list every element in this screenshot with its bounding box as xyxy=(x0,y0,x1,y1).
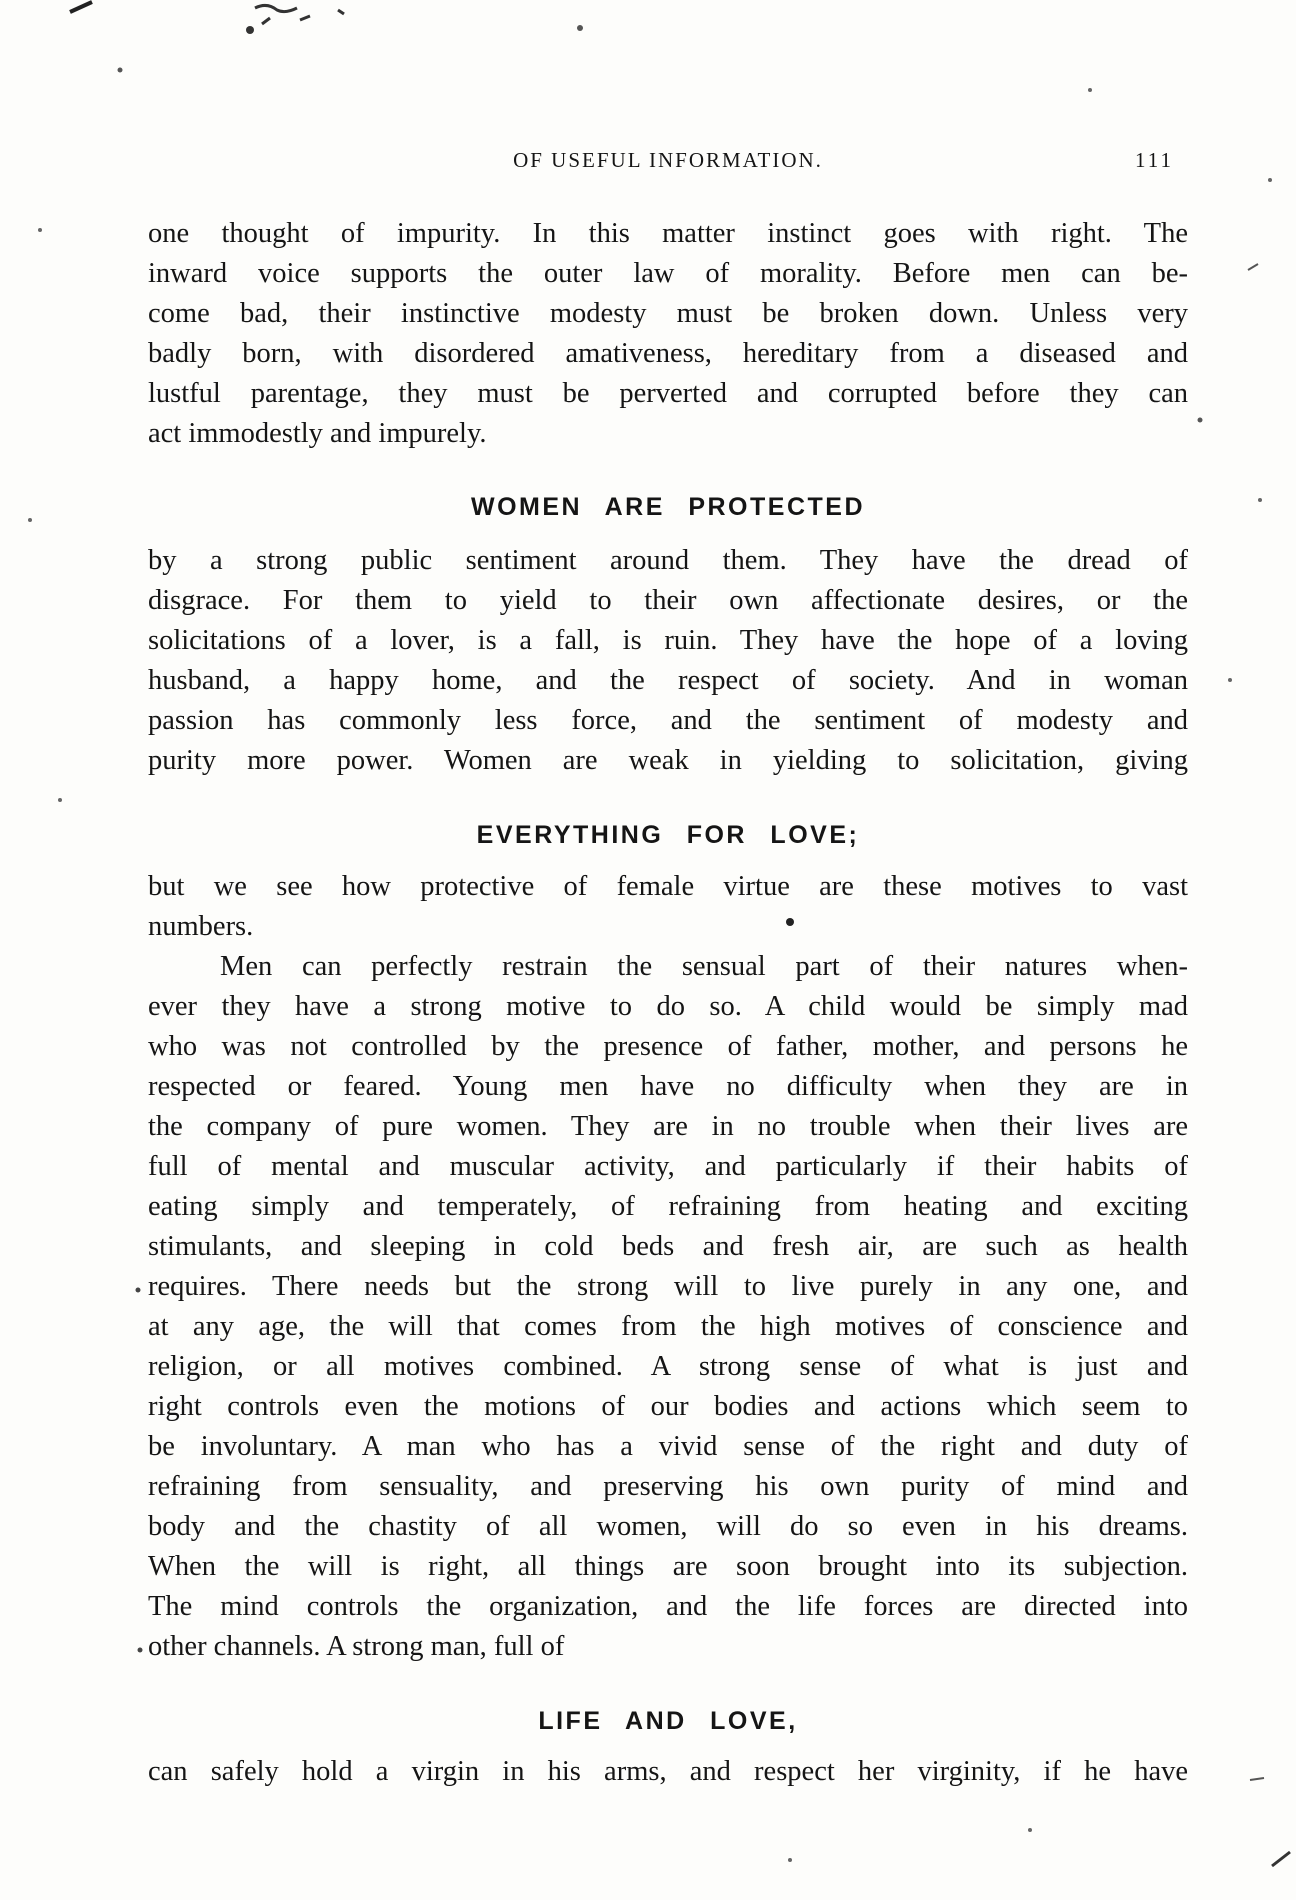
running-title: OF USEFUL INFORMATION. xyxy=(513,148,823,172)
section-heading: EVERYTHING FOR LOVE; xyxy=(476,821,860,849)
text-line: body and the chastity of all women, will do so even in his dreams. xyxy=(148,1511,1188,1542)
page-number: 111 xyxy=(1135,148,1174,172)
text-line: be involuntary. A man who has a vivid sense of the right and duty of xyxy=(148,1431,1188,1462)
text-line: by a strong public sentiment around them. They have the dread of xyxy=(148,545,1188,576)
text-line: husband, a happy home, and the respect of society. And in woman xyxy=(148,665,1188,696)
section-heading: LIFE AND LOVE, xyxy=(538,1707,798,1735)
text-line: Men can perfectly restrain the sensual part of their natures when- xyxy=(220,951,1188,982)
text-line: respected or feared. Young men have no difficulty when they are in xyxy=(148,1071,1188,1102)
text-line: full of mental and muscular activity, and particularly if their habits of xyxy=(148,1151,1188,1182)
text-line: lustful parentage, they must be perverted and corrupted before they can xyxy=(148,378,1188,409)
running-head xyxy=(148,148,1188,184)
text-line: solicitations of a lover, is a fall, is ruin. They have the hope of a loving xyxy=(148,625,1188,656)
text-line: religion, or all motives combined. A strong sense of what is just and xyxy=(148,1351,1188,1382)
text-line: inward voice supports the outer law of morality. Before men can be- xyxy=(148,258,1188,289)
text-line: ever they have a strong motive to do so. A child would be simply mad xyxy=(148,991,1188,1022)
text-line: right controls even the motions of our bodies and actions which seem to xyxy=(148,1391,1188,1422)
text-line: requires. There needs but the strong will to live purely in any one, and xyxy=(148,1271,1188,1302)
text-line: refraining from sensuality, and preserving his own purity of mind and xyxy=(148,1471,1188,1502)
text-line: disgrace. For them to yield to their own affectionate desires, or the xyxy=(148,585,1188,616)
text-line: The mind controls the organization, and the life forces are directed into xyxy=(148,1591,1188,1622)
text-line: When the will is right, all things are soon brought into its subjection. xyxy=(148,1551,1188,1582)
text-line: one thought of impurity. In this matter instinct goes with right. The xyxy=(148,218,1188,249)
text-line: come bad, their instinctive modesty must be broken down. Unless very xyxy=(148,298,1188,329)
text-line: the company of pure women. They are in no trouble when their lives are xyxy=(148,1111,1188,1142)
text-line: act immodestly and impurely. xyxy=(148,418,487,449)
section-heading: WOMEN ARE PROTECTED xyxy=(470,493,866,521)
text-line: who was not controlled by the presence of father, mother, and persons he xyxy=(148,1031,1188,1062)
text-line: at any age, the will that comes from the high motives of conscience and xyxy=(148,1311,1188,1342)
text-line: other channels. A strong man, full of xyxy=(148,1631,565,1662)
text-line: purity more power. Women are weak in yielding to solicitation, giving xyxy=(148,745,1188,776)
text-line: numbers. xyxy=(148,911,254,942)
text-line: stimulants, and sleeping in cold beds and fresh air, are such as health xyxy=(148,1231,1188,1262)
text-line: eating simply and temperately, of refraining from heating and exciting xyxy=(148,1191,1188,1222)
text-line: but we see how protective of female virtue are these motives to vast xyxy=(148,871,1188,902)
text-line: passion has commonly less force, and the sentiment of modesty and xyxy=(148,705,1188,736)
text-line: can safely hold a virgin in his arms, and respect her virginity, if he have xyxy=(148,1756,1188,1787)
text-line: badly born, with disordered amativeness, hereditary from a diseased and xyxy=(148,338,1188,369)
